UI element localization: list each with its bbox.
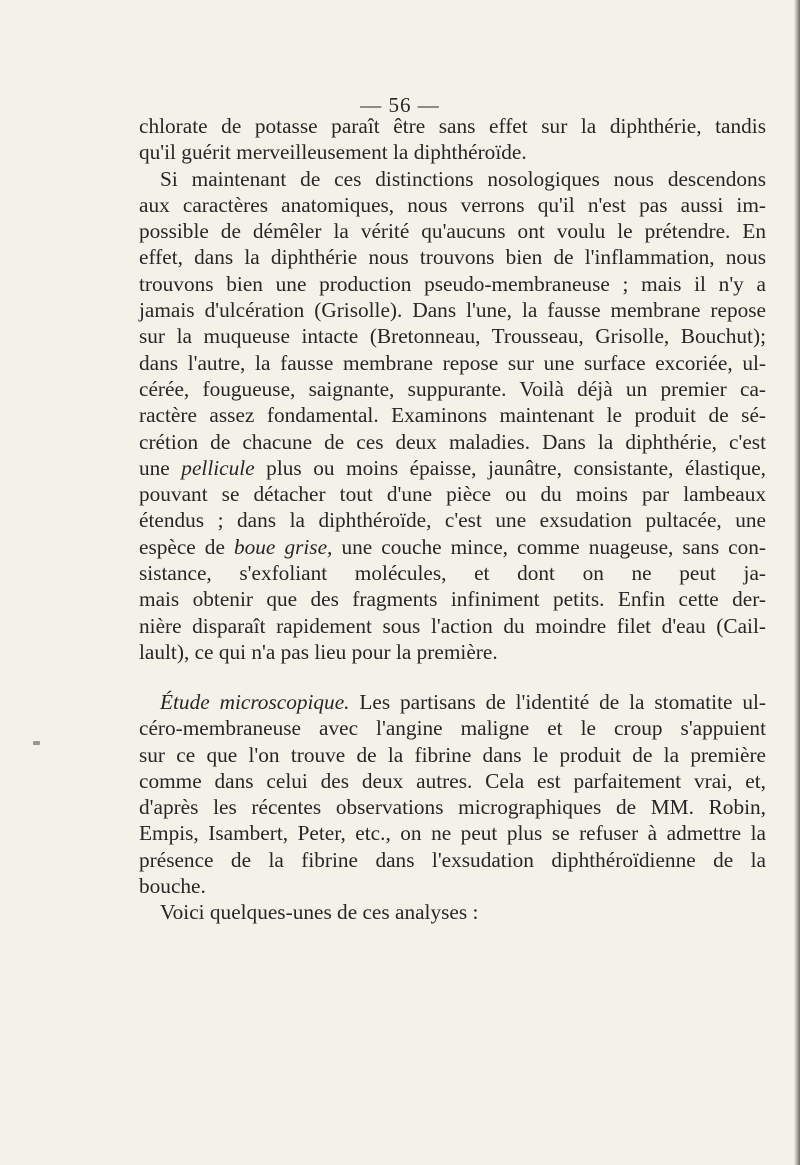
text-line: pouvant se détacher tout d'une pièce ou du moins par lambeaux xyxy=(139,482,766,507)
text-line-with-italic xyxy=(139,534,766,560)
text-line: comme dans celui des deux autres. Cela est parfaitement vrai, et, xyxy=(139,768,766,793)
text-line: cérée, fougueuse, saignante, suppurante. Voilà déjà un premier ca- xyxy=(139,376,766,401)
text-line: aux caractères anatomiques, nous verrons qu'il n'est pas aussi im- xyxy=(139,192,766,217)
text-line: mais obtenir que des fragments infiniment petits. Enfin cette der- xyxy=(139,587,766,612)
text-line: céro-membraneuse avec l'angine maligne et le croup s'appuient xyxy=(139,716,766,741)
text-run: espèce de xyxy=(139,534,234,559)
text-run: plus ou moins épaisse, jaunâtre, consistante, élastique, xyxy=(254,455,766,480)
text-line: lault), ce qui n'a pas lieu pour la première. xyxy=(139,639,498,664)
text-line: sur ce que l'on trouve de la fibrine dans le produit de la première xyxy=(139,742,766,767)
text-line: trouvons bien une production pseudo-membraneuse ; mais il n'y a xyxy=(139,271,766,296)
text-line: Empis, Isambert, Peter, etc., on ne peut plus se refuser à admettre la xyxy=(139,821,766,846)
text-line: Si maintenant de ces distinctions nosologiques nous descendons xyxy=(160,166,766,191)
text-run: une couche mince, comme nuageuse, sans con- xyxy=(332,534,767,559)
text-line: Voici quelques-unes de ces analyses : xyxy=(160,900,479,925)
text-line: bouche. xyxy=(139,874,206,899)
text-line: d'après les récentes observations micrographiques de MM. Robin, xyxy=(139,795,766,820)
text-line: jamais d'ulcération (Grisolle). Dans l'une, la fausse membrane repose xyxy=(139,298,766,323)
section-heading-etude-microscopique: Étude microscopique. xyxy=(160,690,350,714)
text-line: sur la muqueuse intacte (Bretonneau, Trousseau, Grisolle, Bouchut); xyxy=(139,324,766,349)
italic-term-boue-grise: boue grise, xyxy=(233,534,333,559)
margin-mark xyxy=(33,741,40,745)
text-line: dans l'autre, la fausse membrane repose sur une surface excoriée, ul- xyxy=(139,350,766,375)
paragraph-microscopic-study xyxy=(139,689,766,926)
text-line: nière disparaît rapidement sous l'action du moindre filet d'eau (Cail- xyxy=(139,613,766,638)
text-line-with-italic xyxy=(139,455,766,481)
text-line: ractère assez fondamental. Examinons maintenant le produit de sé- xyxy=(139,403,766,428)
text-line: qu'il guérit merveilleusement la diphthéroïde. xyxy=(139,140,527,165)
page-number: — 56 — xyxy=(360,93,440,117)
paragraph-diphtheria-comparison xyxy=(139,113,766,665)
text-line: étendus ; dans la diphthéroïde, c'est une exsudation pultacée, une xyxy=(139,508,766,533)
text-run: une xyxy=(139,455,182,480)
italic-term-pellicule: pellicule xyxy=(181,455,255,480)
text-line: effet, dans la diphthérie nous trouvons bien de l'inflammation, nous xyxy=(139,245,766,270)
text-line: crétion de chacune de ces deux maladies. Dans la diphthérie, c'est xyxy=(139,429,766,454)
text-run: Les partisans de l'identité de la stomatite ul- xyxy=(349,690,766,714)
text-line: possible de démêler la vérité qu'aucuns ont voulu le prétendre. En xyxy=(139,219,766,244)
text-line: sistance, s'exfoliant molécules, et dont on ne peut ja- xyxy=(139,561,766,586)
text-line: chlorate de potasse paraît être sans effet sur la diphthérie, tandis xyxy=(139,114,766,138)
text-line-with-italic xyxy=(139,689,766,715)
page-edge-shadow xyxy=(794,0,800,1165)
text-line: présence de la fibrine dans l'exsudation diphthéroïdienne de la xyxy=(139,847,766,872)
